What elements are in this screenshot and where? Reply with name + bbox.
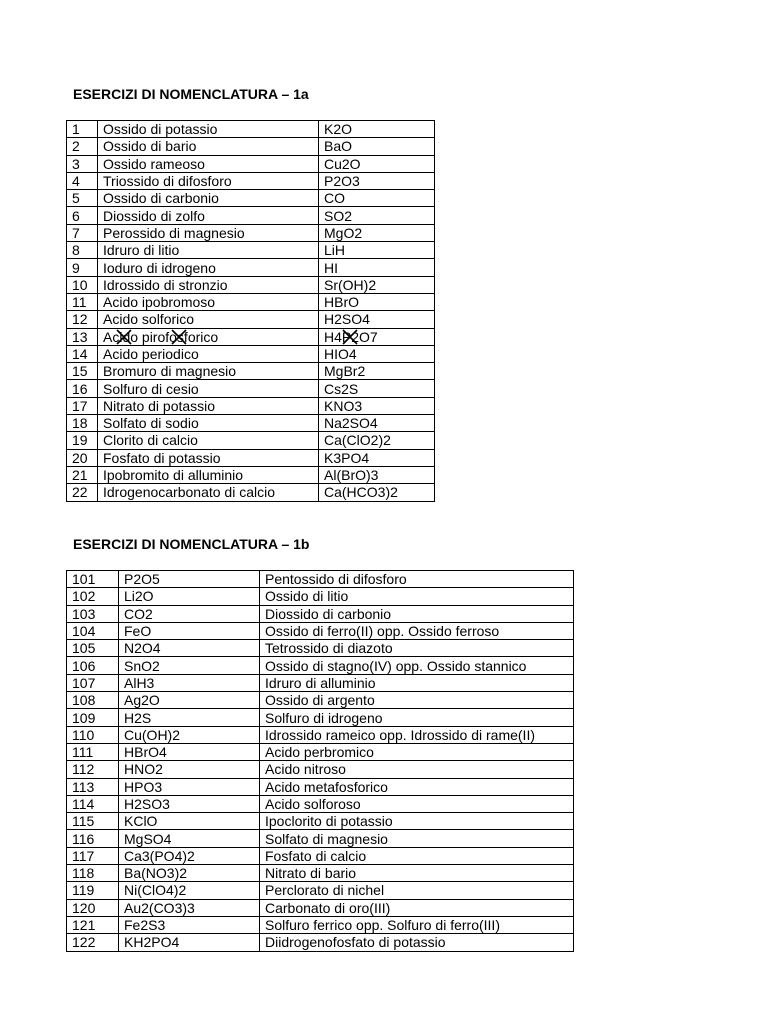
compound-formula: SO2 bbox=[319, 207, 435, 224]
table-row bbox=[67, 293, 435, 310]
compound-formula: H2SO3 bbox=[119, 795, 260, 812]
exercise-number: 108 bbox=[67, 692, 119, 709]
table-row bbox=[67, 121, 435, 138]
exercise-number: 107 bbox=[67, 674, 119, 691]
compound-name: Bromuro di magnesio bbox=[98, 363, 319, 380]
table-row bbox=[67, 155, 435, 172]
compound-formula: MgBr2 bbox=[319, 363, 435, 380]
table-row bbox=[67, 449, 435, 466]
compound-name: Ossido di argento bbox=[260, 692, 574, 709]
table-row bbox=[67, 432, 435, 449]
compound-name: Idrogenocarbonato di calcio bbox=[98, 484, 319, 501]
compound-name: Acido solforico bbox=[98, 311, 319, 328]
exercise-number: 7 bbox=[67, 224, 98, 241]
compound-formula: MgSO4 bbox=[119, 830, 260, 847]
compound-formula: BaO bbox=[319, 138, 435, 155]
table-row bbox=[67, 865, 574, 882]
compound-name: Perossido di magnesio bbox=[98, 224, 319, 241]
table-row bbox=[67, 276, 435, 293]
compound-formula: Fe2S3 bbox=[119, 916, 260, 933]
compound-formula: Ni(ClO4)2 bbox=[119, 882, 260, 899]
compound-formula: CO bbox=[319, 190, 435, 207]
table-row bbox=[67, 311, 435, 328]
exercise-number: 4 bbox=[67, 172, 98, 189]
compound-formula: Al(BrO)3 bbox=[319, 466, 435, 483]
compound-formula: KClO bbox=[119, 813, 260, 830]
compound-formula: Ca(ClO2)2 bbox=[319, 432, 435, 449]
compound-formula: HIO4 bbox=[319, 345, 435, 362]
table-row bbox=[67, 328, 435, 345]
exercise-number: 9 bbox=[67, 259, 98, 276]
compound-name: Ossido di litio bbox=[260, 588, 574, 605]
compound-formula: Ba(NO3)2 bbox=[119, 865, 260, 882]
compound-formula: P2O3 bbox=[319, 172, 435, 189]
exercise-number: 19 bbox=[67, 432, 98, 449]
section-1b-title: ESERCIZI DI NOMENCLATURA – 1b bbox=[73, 536, 310, 552]
exercise-number: 22 bbox=[67, 484, 98, 501]
table-row bbox=[67, 882, 574, 899]
compound-name: Ossido di bario bbox=[98, 138, 319, 155]
compound-formula: Na2SO4 bbox=[319, 415, 435, 432]
table-row bbox=[67, 657, 574, 674]
compound-formula: Li2O bbox=[119, 588, 260, 605]
table-row bbox=[67, 709, 574, 726]
table-row bbox=[67, 363, 435, 380]
table-row bbox=[67, 795, 574, 812]
exercise-number: 21 bbox=[67, 466, 98, 483]
compound-name: Solfato di sodio bbox=[98, 415, 319, 432]
exercise-number: 102 bbox=[67, 588, 119, 605]
compound-formula: H4P2O7 bbox=[319, 328, 435, 345]
compound-formula: H2S bbox=[119, 709, 260, 726]
table-row bbox=[67, 761, 574, 778]
exercise-number: 15 bbox=[67, 363, 98, 380]
exercise-number: 18 bbox=[67, 415, 98, 432]
compound-name: Ipoclorito di potassio bbox=[260, 813, 574, 830]
compound-name: Fosfato di calcio bbox=[260, 847, 574, 864]
table-row bbox=[67, 588, 574, 605]
compound-name: Tetrossido di diazoto bbox=[260, 640, 574, 657]
compound-name: Ipobromito di alluminio bbox=[98, 466, 319, 483]
compound-name: Ossido rameoso bbox=[98, 155, 319, 172]
exercise-number: 117 bbox=[67, 847, 119, 864]
compound-formula: CO2 bbox=[119, 605, 260, 622]
compound-name: Acido periodico bbox=[98, 345, 319, 362]
compound-name: Diossido di carbonio bbox=[260, 605, 574, 622]
exercise-number: 103 bbox=[67, 605, 119, 622]
exercise-number: 114 bbox=[67, 795, 119, 812]
compound-name: Acido metafosforico bbox=[260, 778, 574, 795]
compound-formula: N2O4 bbox=[119, 640, 260, 657]
table-row bbox=[67, 415, 435, 432]
exercise-number: 120 bbox=[67, 899, 119, 916]
table-row bbox=[67, 345, 435, 362]
exercise-number: 13 bbox=[67, 328, 98, 345]
exercise-number: 105 bbox=[67, 640, 119, 657]
table-row bbox=[67, 899, 574, 916]
exercise-number: 17 bbox=[67, 397, 98, 414]
compound-formula: K2O bbox=[319, 121, 435, 138]
compound-name: Diidrogenofosfato di potassio bbox=[260, 934, 574, 951]
table-row bbox=[67, 571, 574, 588]
table-row bbox=[67, 259, 435, 276]
exercise-number: 106 bbox=[67, 657, 119, 674]
compound-formula: Ag2O bbox=[119, 692, 260, 709]
compound-formula: HI bbox=[319, 259, 435, 276]
table-row bbox=[67, 242, 435, 259]
exercise-number: 10 bbox=[67, 276, 98, 293]
compound-formula: Cs2S bbox=[319, 380, 435, 397]
table-row bbox=[67, 934, 574, 951]
compound-name: Acido pirofosforico bbox=[98, 328, 319, 345]
compound-name: Idruro di alluminio bbox=[260, 674, 574, 691]
table-row bbox=[67, 207, 435, 224]
exercise-number: 12 bbox=[67, 311, 98, 328]
compound-formula: K3PO4 bbox=[319, 449, 435, 466]
exercise-number: 1 bbox=[67, 121, 98, 138]
nomenclature-table-1b bbox=[66, 570, 574, 952]
exercise-number: 101 bbox=[67, 571, 119, 588]
compound-formula: Cu(OH)2 bbox=[119, 726, 260, 743]
compound-name: Clorito di calcio bbox=[98, 432, 319, 449]
table-row bbox=[67, 847, 574, 864]
compound-formula: HNO2 bbox=[119, 761, 260, 778]
table-row bbox=[67, 692, 574, 709]
compound-name: Nitrato di potassio bbox=[98, 397, 319, 414]
exercise-number: 112 bbox=[67, 761, 119, 778]
exercise-number: 113 bbox=[67, 778, 119, 795]
compound-name: Solfuro ferrico opp. Solfuro di ferro(III) bbox=[260, 916, 574, 933]
compound-formula: Cu2O bbox=[319, 155, 435, 172]
compound-name: Solfato di magnesio bbox=[260, 830, 574, 847]
exercise-number: 8 bbox=[67, 242, 98, 259]
exercise-number: 14 bbox=[67, 345, 98, 362]
compound-name: Ossido di potassio bbox=[98, 121, 319, 138]
exercise-number: 118 bbox=[67, 865, 119, 882]
table-row bbox=[67, 138, 435, 155]
exercise-number: 2 bbox=[67, 138, 98, 155]
compound-formula: FeO bbox=[119, 622, 260, 639]
compound-name: Ossido di stagno(IV) opp. Ossido stannico bbox=[260, 657, 574, 674]
compound-name: Pentossido di difosforo bbox=[260, 571, 574, 588]
compound-name: Triossido di difosforo bbox=[98, 172, 319, 189]
table-row bbox=[67, 224, 435, 241]
exercise-number: 110 bbox=[67, 726, 119, 743]
table-row bbox=[67, 484, 435, 501]
compound-formula: HBrO bbox=[319, 293, 435, 310]
exercise-number: 5 bbox=[67, 190, 98, 207]
compound-formula: AlH3 bbox=[119, 674, 260, 691]
table-row bbox=[67, 916, 574, 933]
compound-formula: LiH bbox=[319, 242, 435, 259]
nomenclature-table-1a bbox=[66, 120, 435, 502]
compound-name: Fosfato di potassio bbox=[98, 449, 319, 466]
exercise-number: 6 bbox=[67, 207, 98, 224]
compound-name: Acido nitroso bbox=[260, 761, 574, 778]
table-row bbox=[67, 778, 574, 795]
exercise-number: 115 bbox=[67, 813, 119, 830]
exercise-number: 109 bbox=[67, 709, 119, 726]
compound-name: Diossido di zolfo bbox=[98, 207, 319, 224]
table-row bbox=[67, 726, 574, 743]
table-row bbox=[67, 622, 574, 639]
exercise-number: 119 bbox=[67, 882, 119, 899]
compound-name: Ossido di ferro(II) opp. Ossido ferroso bbox=[260, 622, 574, 639]
compound-name: Acido perbromico bbox=[260, 743, 574, 760]
exercise-number: 3 bbox=[67, 155, 98, 172]
compound-formula: MgO2 bbox=[319, 224, 435, 241]
compound-name: Nitrato di bario bbox=[260, 865, 574, 882]
table-row bbox=[67, 674, 574, 691]
compound-formula: KH2PO4 bbox=[119, 934, 260, 951]
compound-formula: Au2(CO3)3 bbox=[119, 899, 260, 916]
compound-name: Perclorato di nichel bbox=[260, 882, 574, 899]
exercise-number: 104 bbox=[67, 622, 119, 639]
compound-formula: Ca3(PO4)2 bbox=[119, 847, 260, 864]
compound-formula: HBrO4 bbox=[119, 743, 260, 760]
table-row bbox=[67, 640, 574, 657]
compound-name: Ioduro di idrogeno bbox=[98, 259, 319, 276]
exercise-number: 121 bbox=[67, 916, 119, 933]
compound-name: Solfuro di idrogeno bbox=[260, 709, 574, 726]
exercise-number: 20 bbox=[67, 449, 98, 466]
compound-formula: Sr(OH)2 bbox=[319, 276, 435, 293]
table-row bbox=[67, 466, 435, 483]
compound-formula: SnO2 bbox=[119, 657, 260, 674]
table-row bbox=[67, 172, 435, 189]
compound-name: Acido ipobromoso bbox=[98, 293, 319, 310]
compound-formula: Ca(HCO3)2 bbox=[319, 484, 435, 501]
compound-name: Acido solforoso bbox=[260, 795, 574, 812]
table-row bbox=[67, 830, 574, 847]
compound-name: Idrossido rameico opp. Idrossido di rame(II) bbox=[260, 726, 574, 743]
compound-formula: P2O5 bbox=[119, 571, 260, 588]
exercise-number: 111 bbox=[67, 743, 119, 760]
table-row bbox=[67, 190, 435, 207]
table-row bbox=[67, 813, 574, 830]
compound-name: Idruro di litio bbox=[98, 242, 319, 259]
table-row bbox=[67, 605, 574, 622]
compound-name: Ossido di carbonio bbox=[98, 190, 319, 207]
exercise-number: 11 bbox=[67, 293, 98, 310]
compound-formula: H2SO4 bbox=[319, 311, 435, 328]
compound-formula: KNO3 bbox=[319, 397, 435, 414]
exercise-number: 116 bbox=[67, 830, 119, 847]
exercise-number: 16 bbox=[67, 380, 98, 397]
compound-name: Solfuro di cesio bbox=[98, 380, 319, 397]
exercise-number: 122 bbox=[67, 934, 119, 951]
compound-name: Idrossido di stronzio bbox=[98, 276, 319, 293]
table-row bbox=[67, 743, 574, 760]
table-row bbox=[67, 380, 435, 397]
section-1a-title: ESERCIZI DI NOMENCLATURA – 1a bbox=[73, 86, 309, 102]
compound-name: Carbonato di oro(III) bbox=[260, 899, 574, 916]
compound-formula: HPO3 bbox=[119, 778, 260, 795]
table-row bbox=[67, 397, 435, 414]
